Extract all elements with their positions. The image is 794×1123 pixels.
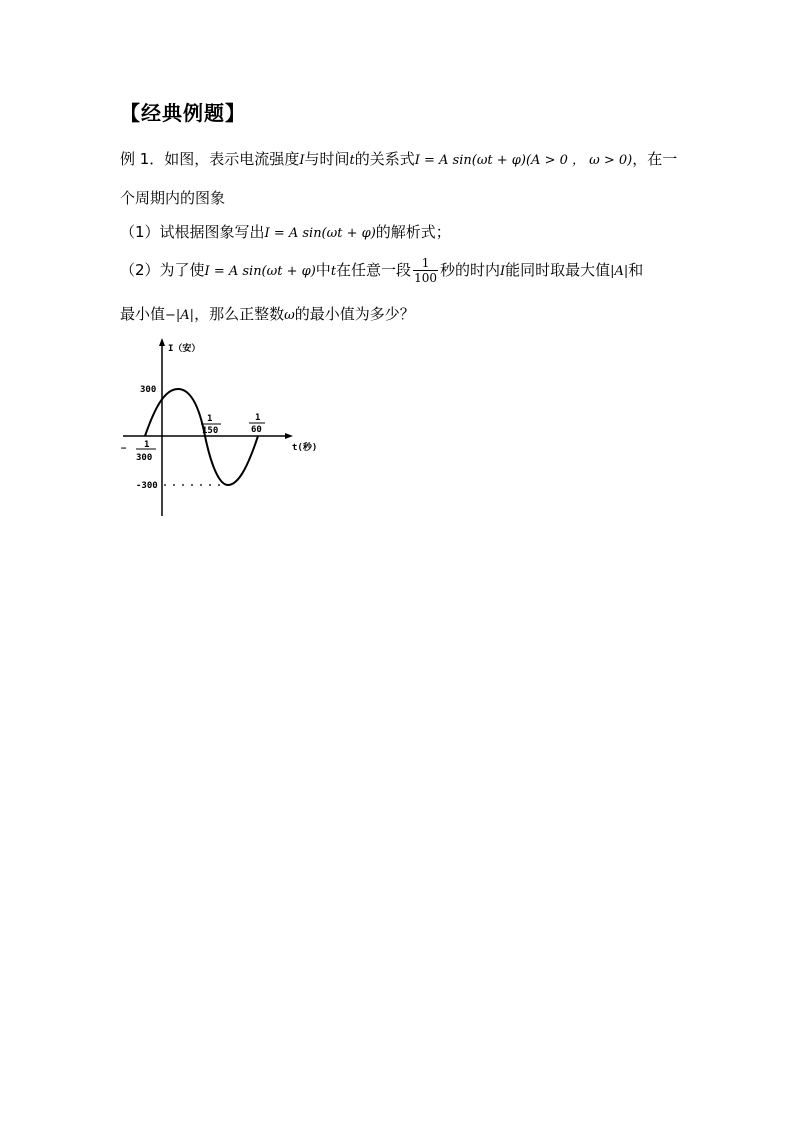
y-tick-min: -300 [136,481,158,491]
fraction-one-hundredth [413,256,438,285]
neg-abs-a: −|A| [165,308,195,323]
text: 秒的时内 [439,261,500,279]
x-tick-mid-numerator: 1 [207,414,213,424]
x-axis-arrow [285,433,293,439]
x-tick-mid-denominator: 150 [202,426,219,436]
y-axis-label: I（安） [168,344,201,354]
x-tick-neg-sign: − [121,444,127,454]
var-time: t [330,264,337,279]
x-tick-neg-denominator: 300 [136,453,153,463]
formula-short: I = A sin(ωt + φ) [204,264,316,279]
var-time: t [349,153,355,168]
y-axis-arrow [159,338,165,346]
text: 的最小值为多少？ [294,305,415,323]
text: 与时间 [304,150,350,168]
section-heading: 【经典例题】 [120,101,246,125]
var-current: I [299,153,305,168]
x-tick-end-denominator: 60 [251,425,262,435]
text: （2）为了使 [120,261,205,279]
x-axis-label: t(秒) [292,443,318,453]
text: 和 [628,261,644,279]
part-2-continued [120,303,415,324]
text: （1）试根据图象写出 [120,223,265,241]
text: 能同时取最大值 [505,261,611,279]
formula-short: I = A sin(ωt + φ) [264,226,376,241]
part-2 [120,256,643,285]
var-omega: ω [284,308,295,323]
var-current: I [499,264,506,279]
text: 的解析式； [375,223,451,241]
text: 的关系式 [354,150,415,168]
text: ，在一 [632,150,678,168]
y-tick-max: 300 [140,385,157,395]
fraction-numerator: 1 [413,256,438,271]
abs-a: |A| [610,264,629,279]
text: 在任意一段 [336,261,412,279]
text: ，那么正整数 [194,305,285,323]
text: 例 1．如图，表示电流强度 [120,150,300,168]
x-tick-end-numerator: 1 [255,413,261,423]
sine-graph [118,338,338,520]
text: 中 [315,261,331,279]
problem-line-2: 个周期内的图象 [120,189,226,207]
x-tick-neg-numerator: 1 [144,440,150,450]
part-1 [120,221,451,242]
problem-line-1 [120,148,677,169]
formula-full: I = A sin(ωt + φ)(A > 0 ， ω > 0) [414,153,633,168]
fraction-denominator: 100 [414,271,437,285]
text: 最小值 [120,305,166,323]
